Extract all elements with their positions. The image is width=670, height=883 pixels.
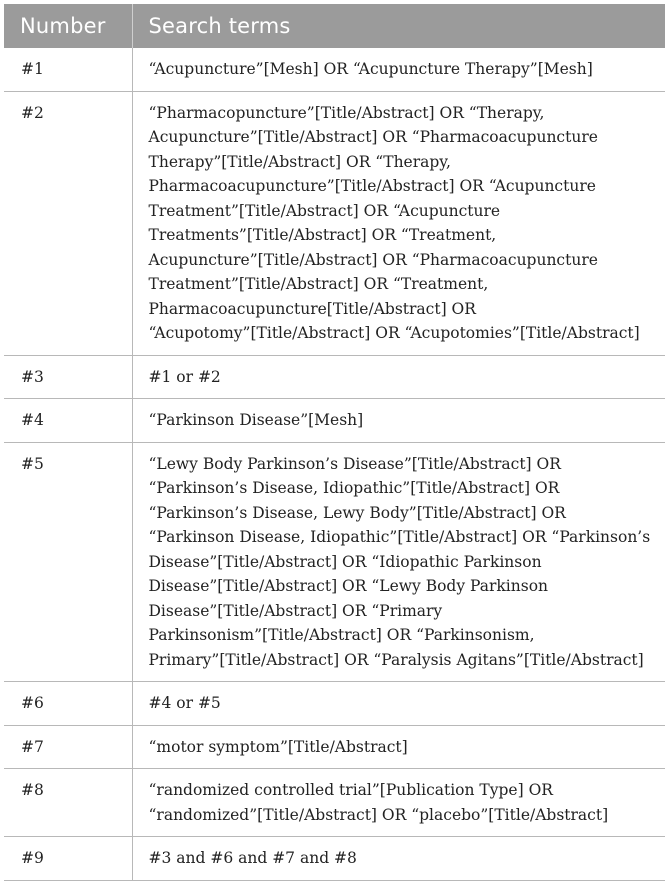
search-terms-table	[4, 4, 665, 881]
row-search-terms: #4 or #5	[132, 682, 665, 726]
row-search-terms: #3 and #6 and #7 and #8	[132, 837, 665, 881]
row-number: #6	[4, 682, 132, 726]
row-number: #5	[4, 442, 132, 682]
row-search-terms: “Acupuncture”[Mesh] OR “Acupuncture Therapy”[Mesh]	[132, 48, 665, 91]
row-number: #9	[4, 837, 132, 881]
row-search-terms: “Parkinson Disease”[Mesh]	[132, 399, 665, 443]
row-number: #8	[4, 769, 132, 837]
table-row	[4, 837, 665, 881]
row-number: #3	[4, 355, 132, 399]
row-number: #7	[4, 725, 132, 769]
row-search-terms: “Lewy Body Parkinson’s Disease”[Title/Abstract] OR “Parkinson’s Disease, Idiopathic”[Title/Abstract] OR “Parkinson’s Disease, Lewy Body”[Title/Abstract] OR “Parkinson Disease, Idiopathic”[Title/Abstract] OR “Parkinson’s Disease”[Title/Abstract] OR “Idiopathic Parkinson Disease”[Title/Abstract] OR “Lewy Body Parkinson Disease”[Title/Abstract] OR “Primary Parkinsonism”[Title/Abstract] OR “Parkinsonism, Primary”[Title/Abstract] OR “Paralysis Agitans”[Title/Abstract]	[132, 442, 665, 682]
header-number: Number	[4, 4, 132, 48]
table-row	[4, 725, 665, 769]
table-row	[4, 355, 665, 399]
row-number: #1	[4, 48, 132, 91]
table-row	[4, 399, 665, 443]
row-number: #2	[4, 91, 132, 355]
row-search-terms: “randomized controlled trial”[Publication Type] OR “randomized”[Title/Abstract] OR “placebo”[Title/Abstract]	[132, 769, 665, 837]
table-header	[4, 4, 665, 48]
table-row	[4, 442, 665, 682]
row-search-terms: #1 or #2	[132, 355, 665, 399]
table-row	[4, 91, 665, 355]
header-search-terms: Search terms	[132, 4, 665, 48]
table-row	[4, 682, 665, 726]
row-number: #4	[4, 399, 132, 443]
row-search-terms: “Pharmacopuncture”[Title/Abstract] OR “Therapy, Acupuncture”[Title/Abstract] OR “Pharmacoacupuncture Therapy”[Title/Abstract] OR “Therapy, Pharmacoacupuncture”[Title/Abstract] OR “Acupuncture Treatment”[Title/Abstract] OR “Acupuncture Treatments”[Title/Abstract] OR “Treatment, Acupuncture”[Title/Abstract] OR “Pharmacoacupuncture Treatment”[Title/Abstract] OR “Treatment, Pharmacoacupuncture[Title/Abstract] OR “Acupotomy”[Title/Abstract] OR “Acupotomies”[Title/Abstract]	[132, 91, 665, 355]
table-row	[4, 769, 665, 837]
row-search-terms: “motor symptom”[Title/Abstract]	[132, 725, 665, 769]
table-row	[4, 48, 665, 91]
table-body	[4, 48, 665, 880]
header-row	[4, 4, 665, 48]
